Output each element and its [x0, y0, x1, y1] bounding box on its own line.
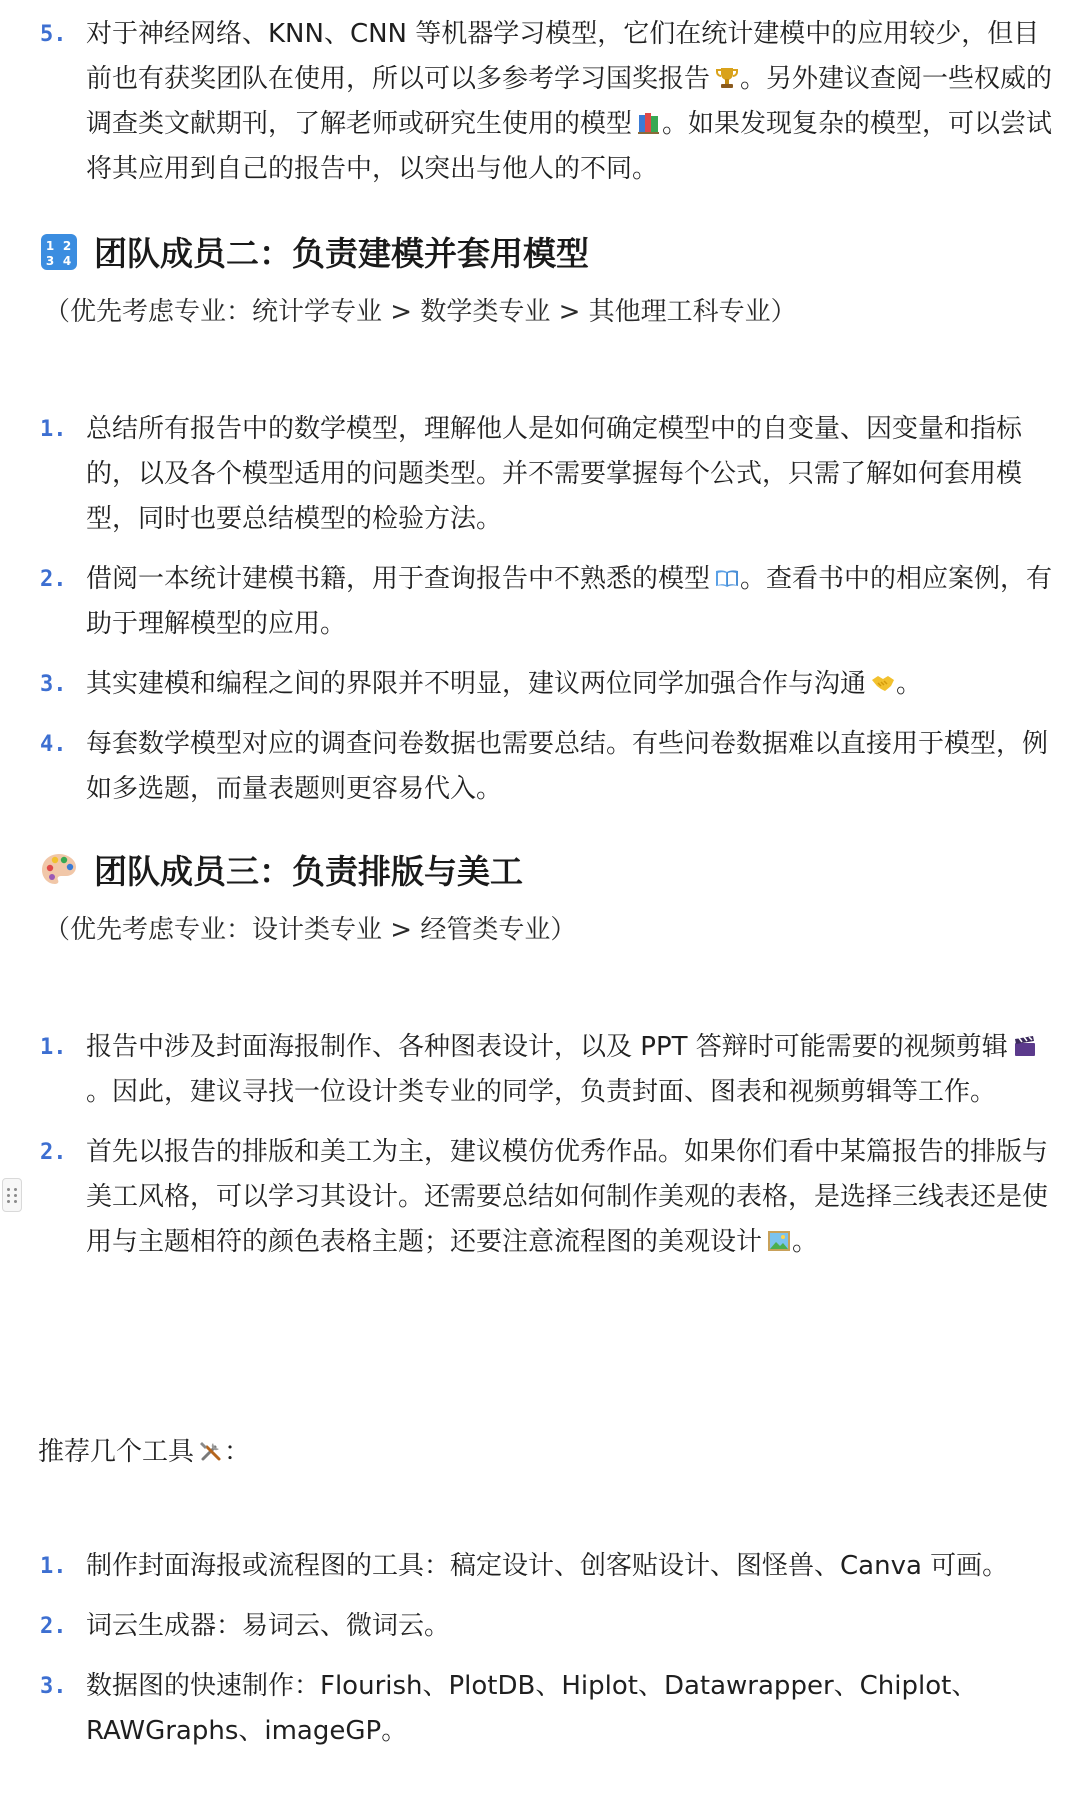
list-number: 2.	[40, 1614, 67, 1639]
section-title: 团队成员三：负责排版与美工	[94, 852, 523, 891]
list-item	[0, 1130, 1080, 1265]
list-item-text: 。	[896, 669, 923, 699]
list-item-text: 对于神经网络、KNN、CNN 等机器学习模型，它们在统计建模中的应用较少，但目前也有获奖团队在使用，所以可以多参考学习国奖报告	[86, 19, 1040, 94]
list-item-text: 。因此，建议寻找一位设计类专业的同学，负责封面、图表和视频剪辑等工作。	[86, 1077, 997, 1107]
tools-icon	[198, 1438, 224, 1464]
ordered-list-member3	[0, 1025, 1080, 1265]
list-number: 5.	[40, 22, 67, 47]
trophy-icon	[714, 61, 740, 87]
list-item-text: 每套数学模型对应的调查问卷数据也需要总结。有些问卷数据难以直接用于模型，例如多选题，而量表题则更容易代入。	[86, 729, 1049, 804]
list-number: 2.	[40, 1140, 67, 1165]
list-item-text: 。查看书中的相应案例，有助于理解模型的应用。	[86, 564, 1053, 639]
list-item	[0, 722, 1080, 812]
svg-text:3: 3	[45, 253, 55, 268]
numbers-keycap-icon	[40, 233, 78, 271]
ordered-list-tools	[0, 1544, 1080, 1754]
section-note: （优先考虑专业：设计类专业 > 经管类专业）	[44, 915, 577, 945]
list-item	[0, 557, 1080, 647]
list-item	[0, 407, 1080, 542]
list-item	[0, 1025, 1080, 1115]
list-item-text: 报告中涉及封面海报制作、各种图表设计，以及 PPT 答辩时可能需要的视频剪辑	[86, 1032, 1008, 1062]
list-item-text: 。另外建议查阅一些权威的调查类文献期刊，了解老师或研究生使用的模型	[86, 64, 1053, 139]
list-number: 1.	[40, 417, 67, 442]
list-number: 3.	[40, 672, 67, 697]
palette-icon	[40, 851, 78, 889]
list-item	[0, 1604, 1080, 1649]
list-item	[0, 1664, 1080, 1754]
list-number: 4.	[40, 732, 67, 757]
drag-handle-icon[interactable]	[2, 1178, 22, 1212]
tools-label-colon: ：	[224, 1437, 251, 1467]
list-number: 2.	[40, 567, 67, 592]
list-item-text: 词云生成器：易词云、微词云。	[86, 1611, 451, 1641]
ordered-list-top	[0, 12, 1080, 192]
list-item	[0, 1544, 1080, 1589]
list-item-text: 总结所有报告中的数学模型，理解他人是如何确定模型中的自变量、因变量和指标的，以及各个模型适用的问题类型。并不需要掌握每个公式，只需了解如何套用模型，同时也要总结模型的检验方法。	[86, 414, 1023, 534]
list-item	[0, 12, 1080, 192]
svg-text:2: 2	[62, 238, 72, 253]
list-item-text: 借阅一本统计建模书籍，用于查询报告中不熟悉的模型	[86, 564, 711, 594]
list-number: 1.	[40, 1554, 67, 1579]
section-heading-member3	[40, 846, 523, 893]
list-number: 1.	[40, 1035, 67, 1060]
list-item-text: 数据图的快速制作：Flourish、PlotDB、Hiplot、Datawrapper、Chiplot、RAWGraphs、imageGP。	[86, 1671, 978, 1746]
books-icon	[636, 106, 662, 132]
handshake-icon	[870, 666, 896, 692]
section-heading-member2	[40, 228, 589, 275]
list-number: 3.	[40, 1674, 67, 1699]
list-item-text: 。如果发现复杂的模型，可以尝试将其应用到自己的报告中，以突出与他人的不同。	[86, 109, 1053, 184]
list-item-text: 制作封面海报或流程图的工具：稿定设计、创客贴设计、图怪兽、Canva 可画。	[86, 1551, 1009, 1581]
tools-label-text: 推荐几个工具	[38, 1437, 195, 1467]
svg-text:4: 4	[62, 253, 72, 268]
list-item	[0, 662, 1080, 707]
section-note: （优先考虑专业：统计学专业 > 数学类专业 > 其他理工科专业）	[44, 297, 797, 327]
ordered-list-member2	[0, 407, 1080, 812]
clapper-board-icon	[1012, 1029, 1038, 1055]
list-item-text: 。	[792, 1227, 819, 1257]
framed-picture-icon	[766, 1224, 792, 1250]
list-item-text: 其实建模和编程之间的界限并不明显，建议两位同学加强合作与沟通	[86, 669, 867, 699]
open-book-icon	[714, 561, 740, 587]
section-title: 团队成员二：负责建模并套用模型	[94, 234, 589, 273]
tools-label	[38, 1431, 250, 1468]
svg-text:1: 1	[45, 238, 55, 253]
list-item-text: 首先以报告的排版和美工为主，建议模仿优秀作品。如果你们看中某篇报告的排版与美工风格，可以学习其设计。还需要总结如何制作美观的表格，是选择三线表还是使用与主题相符的颜色表格主题；还要注意流程图的美观设计	[86, 1137, 1049, 1257]
